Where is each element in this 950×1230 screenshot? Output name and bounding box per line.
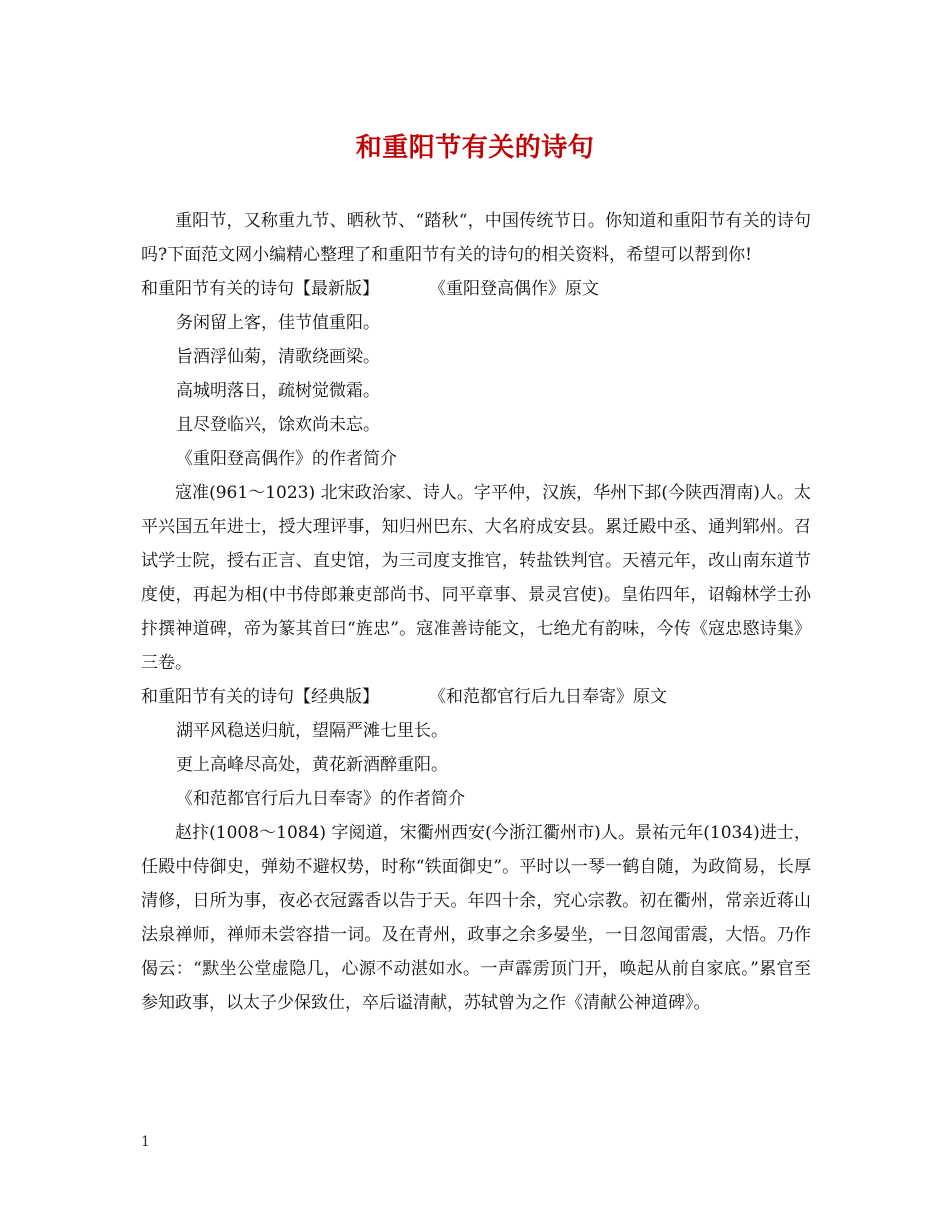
- poem-line: 务闲留上客，佳节值重阳。: [176, 313, 380, 333]
- poem-title: 《重阳登高偶作》原文: [429, 279, 599, 299]
- poem-line: 更上高峰尽高处，黄花新酒醉重阳。: [176, 755, 448, 775]
- poem-line: 且尽登临兴，馀欢尚未忘。: [176, 415, 380, 435]
- section-label: 和重阳节有关的诗句【经典版】: [141, 687, 379, 707]
- section-heading-classic: [141, 680, 811, 714]
- author-bio-paragraph: 赵抃(1008～1084) 字阅道，宋衢州西安(今浙江衢州市)人。景祐元年(1034)进士，任殿中侍御史，弹劾不避权势，时称“铁面御史”。平时以一琴一鹤自随，为政简易，长厚清修，日所为事，夜必衣冠露香以告于天。年四十余，究心宗教。初在衢州，常亲近蒋山法泉禅师，禅师未尝容措一词。及在青州，政事之余多晏坐，一日忽闻雷震，大悟。乃作偈云：“默坐公堂虚隐几，心源不动湛如水。一声霹雳顶门开，唤起从前自家底。”累官至参知政事，以太子少保致仕，卒后谥清献，苏轼曾为之作《清献公神道碑》。: [141, 823, 811, 1013]
- intro-paragraph: 重阳节，又称重九节、晒秋节、“踏秋“，中国传统节日。你知道和重阳节有关的诗句吗?下面范文网小编精心整理了和重阳节有关的诗句的相关资料，希望可以帮到你!: [141, 211, 811, 265]
- page-number: 1: [141, 1134, 150, 1150]
- poem-line: 高城明落日，疏树觉微霜。: [176, 381, 380, 401]
- poem-line: 湖平风稳送归航，望隔严滩七里长。: [176, 721, 448, 741]
- section-heading-latest: [141, 272, 811, 306]
- author-heading: 《和范都官行后九日奉寄》的作者简介: [176, 789, 465, 809]
- document-body: [141, 204, 811, 1020]
- document-title: 和重阳节有关的诗句: [355, 133, 595, 163]
- author-heading: 《重阳登高偶作》的作者简介: [176, 449, 397, 469]
- poem-title: 《和范都官行后九日奉寄》原文: [429, 687, 667, 707]
- author-bio-paragraph: 寇准(961～1023) 北宋政治家、诗人。字平仲，汉族，华州下邽(今陕西渭南)人。太平兴国五年进士，授大理评事，知归州巴东、大名府成安县。累迁殿中丞、通判郓州。召试学士院，授右正言、直史馆，为三司度支推官，转盐铁判官。天禧元年，改山南东道节度使，再起为相(中书侍郎兼吏部尚书、同平章事、景灵宫使)。皇佑四年，诏翰林学士孙抃撰神道碑，帝为篆其首曰“旌忠”。寇准善诗能文，七绝尤有韵味，今传《寇忠愍诗集》三卷。: [141, 483, 811, 673]
- poem-line: 旨酒浮仙菊，清歌绕画梁。: [176, 347, 380, 367]
- section-label: 和重阳节有关的诗句【最新版】: [141, 279, 379, 299]
